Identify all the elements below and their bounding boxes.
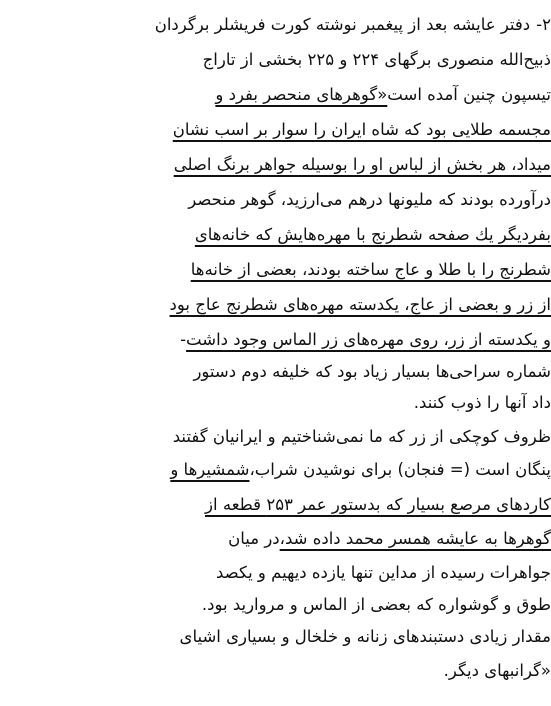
line-segment-underlined: مجسمه طلایی بود که شاه ایران را سوار بر اسب نشان [172, 120, 551, 139]
line-segment-underlined: «گوهرهای منحصر بفرد و [215, 85, 388, 104]
text-line [0, 558, 551, 590]
line-segment: ذبیح‌الله منصوری برگهای ۲۲۴ و ۲۲۵ بخشی از تاراج [202, 50, 551, 69]
text-line [0, 45, 551, 77]
text-line [0, 10, 551, 42]
line-segment-underlined: شطرنج را با طلا و عاج ساخته بودند، بعضی از خانه‌ها [190, 260, 551, 279]
text-line [0, 220, 551, 252]
line-segment-underlined: بفردیگر یك صفحه شطرنج با مهره‌هایش که خانه‌های [194, 225, 551, 244]
text-line [0, 150, 551, 182]
item-number: ۲- [536, 15, 551, 34]
line-segment-underlined: کاردهای مرصع بسیار که بدستور عمر ۲۵۳ قطعه از [205, 495, 551, 514]
text-line [0, 490, 551, 522]
line-segment: مقدار زیادی دستبندهای زنانه و خلخال و بسیاری اشیای [179, 627, 551, 646]
line-segment: ظروف کوچکی از زر که ما نمی‌شناختیم و ایرانیان گفتند [172, 427, 551, 446]
line-segment-underlined: شمشیرها و [170, 460, 250, 479]
text-line [0, 524, 551, 556]
text-line [0, 255, 551, 287]
text-line [0, 290, 551, 322]
text-line [0, 590, 551, 622]
text-line [0, 388, 551, 420]
line-segment: پنگان است (= فنجان) برای نوشیدن شراب، [249, 460, 551, 479]
line-segment-underlined: و یکدسته از زر، روی مهره‌های زر الماس وجود داشت [186, 330, 551, 349]
text-line [0, 115, 551, 147]
line-segment-underlined: میداد، هر بخش از لباس او را بوسیله جواهر برنگ اصلی [173, 155, 551, 174]
line-segment: تیسپون چنین آمده است [387, 85, 551, 104]
line-segment-underlined: از زر و بعضی از عاج، یکدسته مهره‌های شطرنج عاج بود [169, 295, 551, 314]
text-line [0, 622, 551, 654]
line-segment: جواهرات رسیده از مداین تنها یازده دیهیم و یکصد [216, 563, 551, 582]
text-line [0, 325, 551, 357]
line-segment: درآورده بودند که ملیونها درهم می‌ارزید، گوهر منحصر [188, 190, 551, 209]
text-line [0, 80, 551, 112]
line-segment: - [180, 330, 187, 349]
text-line [0, 422, 551, 454]
line-segment: «گرانبهای دیگر. [443, 661, 551, 680]
line-segment: طوق و گوشواره که بعضی از الماس و مروارید بود. [201, 595, 551, 614]
text-line [0, 185, 551, 217]
text-line [0, 455, 551, 487]
text-line [0, 656, 551, 688]
line-segment: داد آنها را ذوب کنند. [413, 393, 551, 412]
line-segment: شماره سراحی‌ها بسیار زیاد بود که خلیفه دوم دستور [193, 362, 551, 381]
line-segment-underlined: گوهرها به عایشه همسر محمد داده شد، [279, 529, 551, 548]
text-line [0, 357, 551, 389]
line-segment: دفتر عایشه بعد از پیغمبر نوشته کورت فریشلر برگردان [154, 15, 531, 34]
line-segment: در میان [228, 529, 280, 548]
